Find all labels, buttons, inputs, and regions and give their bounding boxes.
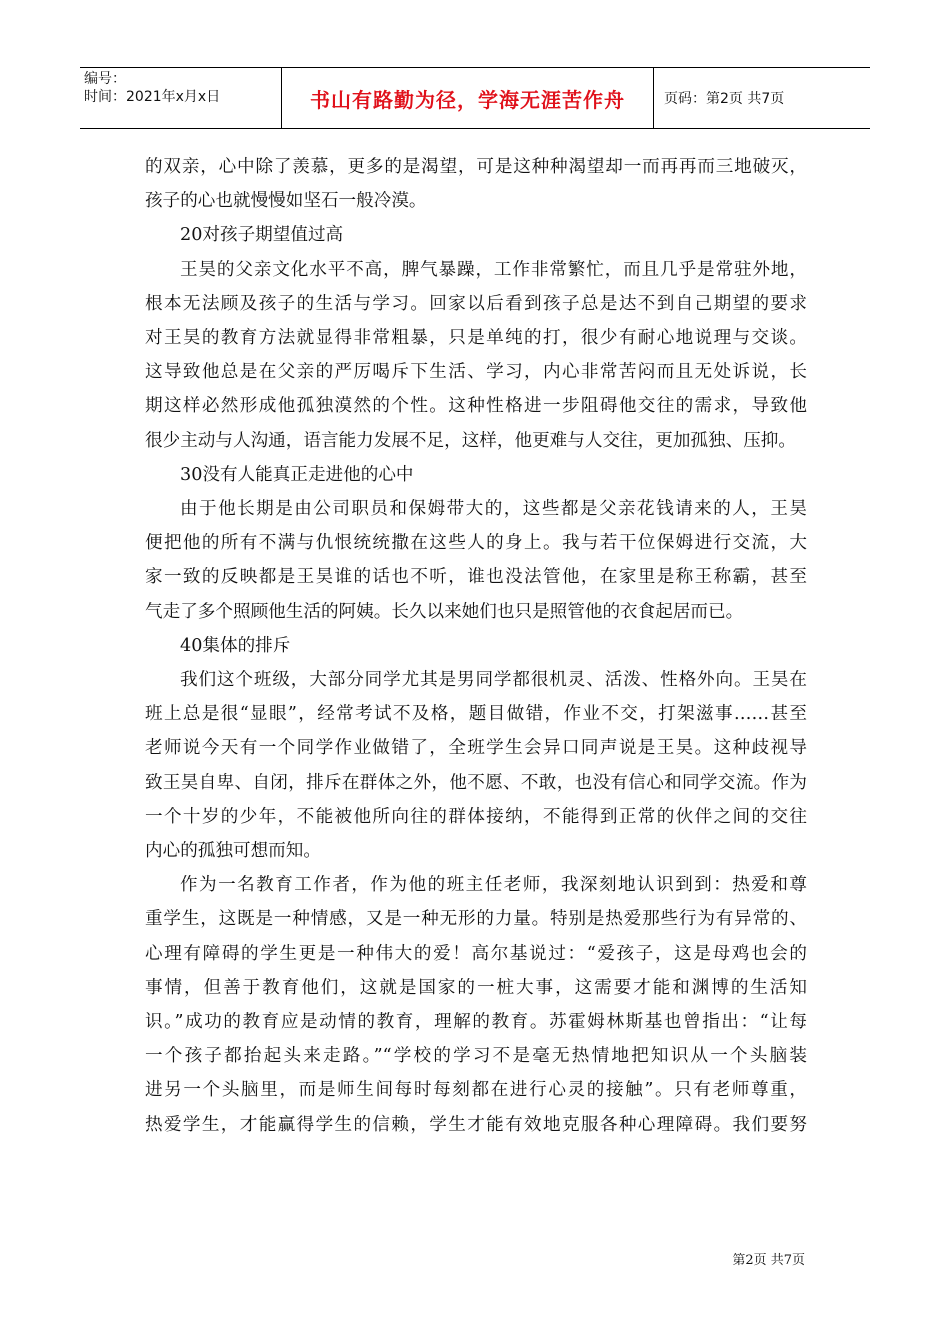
body-line: 气走了多个照顾他生活的阿姨。长久以来她们也只是照管他的衣食起居而已。 [145, 601, 744, 622]
header-meta-cell [80, 68, 282, 128]
body-line: 这导致他总是在父亲的严厉喝斥下生活、学习，内心非常苦闷而且无处诉说，长 [145, 362, 807, 383]
header-page-number: 页码：第2页 共7页 [664, 91, 785, 107]
body-line: 便把他的所有不满与仇恨统统撒在这些人的身上。我与若干位保姆进行交流，大 [145, 533, 807, 554]
body-line: 作为一名教育工作者，作为他的班主任老师，我深刻地认识到到：热爱和尊 [180, 875, 807, 896]
body-line: 王昊的父亲文化水平不高，脾气暴躁，工作非常繁忙，而且几乎是常驻外地， [180, 259, 807, 280]
body-line: 班上总是很“显眼”，经常考试不及格，题目做错，作业不交，打架滋事……甚至 [145, 704, 807, 725]
page-footer-number: 第2页 共7页 [732, 1253, 805, 1268]
body-line: 20对孩子期望值过高 [180, 225, 344, 246]
body-line: 事情，但善于教育他们，这就是国家的一桩大事，这需要才能和渊博的生活知 [145, 977, 807, 998]
body-line: 期这样必然形成他孤独漠然的个性。这种性格进一步阻碍他交往的需求，导致他 [145, 396, 807, 417]
body-line: 内心的孤独可想而知。 [145, 841, 321, 862]
document-number-label: 编号： [84, 71, 126, 87]
body-line: 的双亲，心中除了羡慕，更多的是渴望，可是这种种渴望却一而再再而三地破灭， [145, 157, 807, 177]
header-motto-cell [282, 68, 654, 128]
body-line: 对王昊的教育方法就显得非常粗暴，只是单纯的打，很少有耐心地说理与交谈。 [145, 328, 807, 349]
body-line: 家一致的反映都是王昊谁的话也不听，谁也没法管他，在家里是称王称霸，甚至 [145, 567, 807, 588]
header-motto: 书山有路勤为径，学海无涯苦作舟 [310, 87, 625, 112]
body-line: 孩子的心也就慢慢如坚石一般冷漠。 [145, 191, 427, 212]
body-line: 进另一个头脑里，而是师生间每时每刻都在进行心灵的接触”。只有老师尊重， [145, 1080, 807, 1101]
body-line: 我们这个班级，大部分同学尤其是男同学都很机灵、活泼、性格外向。王昊在 [180, 670, 807, 691]
body-line: 识。”成功的教育应是动情的教育，理解的教育。苏霍姆林斯基也曾指出：“让每 [145, 1012, 807, 1033]
body-line: 由于他长期是由公司职员和保姆带大的，这些都是父亲花钱请来的人，王昊 [180, 499, 807, 520]
body-line: 一个十岁的少年，不能被他所向往的群体接纳，不能得到正常的伙伴之间的交往 [145, 806, 807, 827]
body-line: 老师说今天有一个同学作业做错了，全班学生会异口同声说是王昊。这种歧视导 [145, 738, 807, 759]
body-line: 很少主动与人沟通，语言能力发展不足，这样，他更难与人交往，更加孤独、压抑。 [145, 430, 796, 451]
body-line: 30没有人能真正走进他的心中 [180, 464, 414, 485]
body-line: 重学生，这既是一种情感，又是一种无形的力量。特别是热爱那些行为有异常的、 [145, 909, 807, 930]
body-line: 根本无法顾及孩子的生活与学习。回家以后看到孩子总是达不到自己期望的要求 [145, 293, 807, 314]
page-header [80, 67, 870, 129]
body-line: 致王昊自卑、自闭，排斥在群体之外，他不愿、不敢，也没有信心和同学交流。作为 [145, 772, 807, 793]
body-line: 一个孩子都抬起头来走路。”“学校的学习不是毫无热情地把知识从一个头脑装 [145, 1046, 807, 1067]
body-line: 40集体的排斥 [180, 635, 291, 656]
body-line: 热爱学生，才能赢得学生的信赖，学生才能有效地克服各种心理障碍。我们要努 [145, 1114, 807, 1135]
body-line: 心理有障碍的学生更是一种伟大的爱！高尔基说过：“爱孩子，这是母鸡也会的 [145, 943, 807, 964]
document-date-label: 时间：2021年x月x日 [84, 89, 221, 105]
document-body [145, 150, 807, 1142]
header-page-cell [654, 68, 870, 128]
